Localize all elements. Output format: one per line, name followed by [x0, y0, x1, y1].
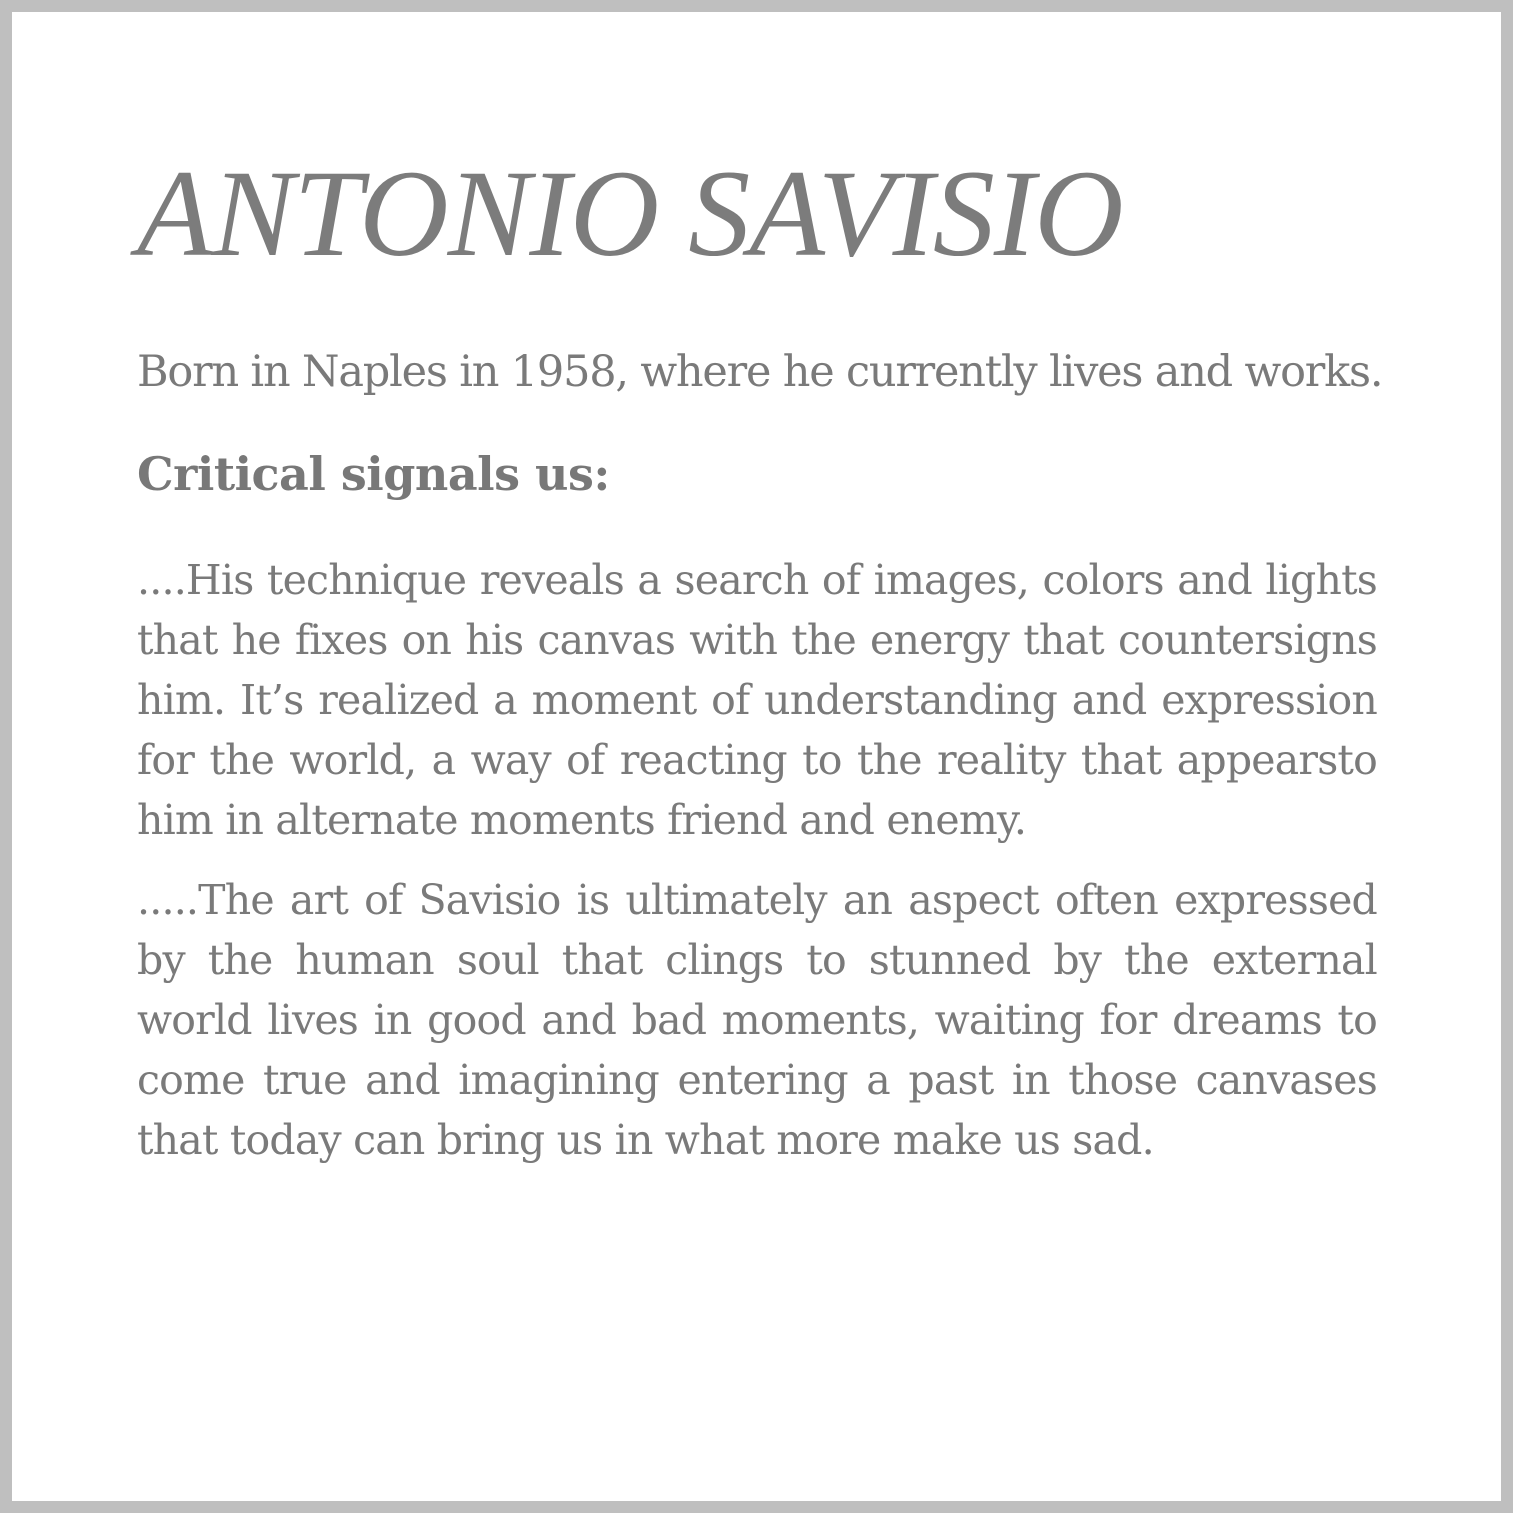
critique-paragraph-1: ....His technique reveals a search of images, colors and lights that he fixes on his canvas with the energy that countersigns him. It’s realized a moment of understanding and expression for the world, a way of reacting to the reality that appearsto him in alternate moments friend and enemy. [137, 556, 1377, 844]
critics-heading: Critical signals us: [137, 447, 610, 501]
artist-name-title: ANTONIO SAVISIO [137, 145, 1123, 282]
critique-paragraph-2: .....The art of Savisio is ultimately an aspect often expressed by the human soul that clings to stunned by the external world lives in good and bad moments, waiting for dreams to come true and imagining entering a past in those canvases that today can bring us in what more make us sad. [137, 876, 1377, 1164]
birth-info: Born in Naples in 1958, where he currently lives and works. [137, 347, 1383, 397]
document-content [137, 145, 1383, 1170]
